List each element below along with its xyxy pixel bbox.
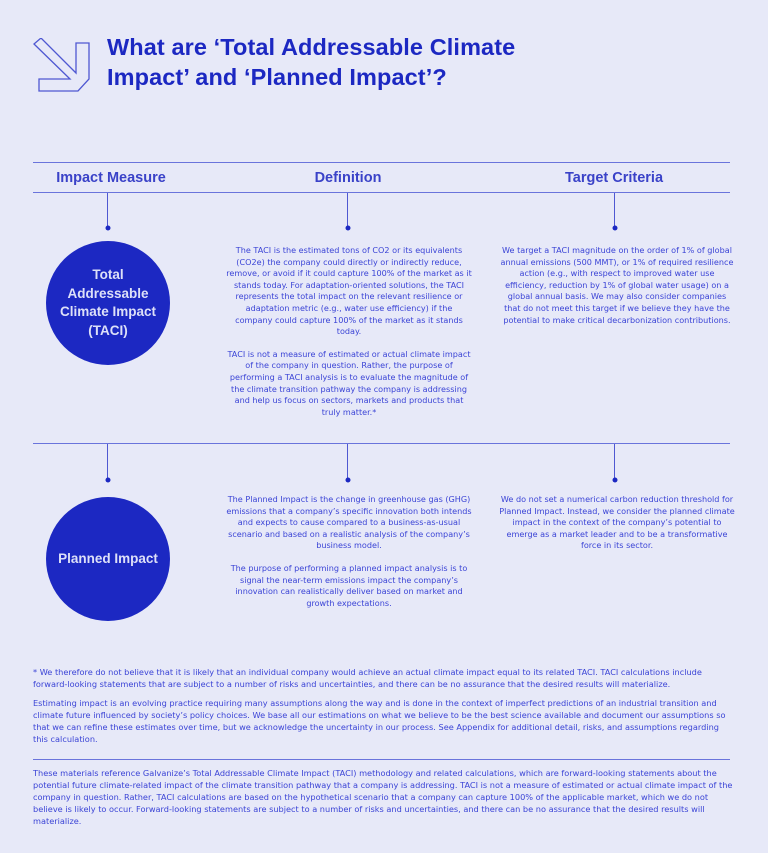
planned-impact-definition <box>226 494 472 620</box>
disclaimer <box>33 768 733 828</box>
row2-connector-dot <box>613 478 618 483</box>
disclaimer-text: These materials reference Galvanize’s Total Addressable Climate Impact (TACI) methodology and related calculations, which are forward-looking statements about the potential future climate-related impact of the climate transition pathway that a company is addressing. TACI is not a measure of estimated or actual climate impact of the company in question. Rather, TACI calculations are based on the hypothetical scenario that a company can capture 100% of the applicable market, which we do not believe is likely to occur. Forward-looking statements are subject to a number of risks and uncertainties, and there can be no assurance that the desired results will materialize. <box>33 768 733 826</box>
column-header-target-criteria: Target Criteria <box>564 170 664 186</box>
taci-measure-label: Total Addressable Climate Impact (TACI) <box>59 267 157 338</box>
taci-definition <box>226 245 472 429</box>
asterisk-footnote-text: * We therefore do not believe that it is likely that an individual company would achieve an actual climate impact equal to its related TACI. TACI calculations include forward-looking statements that are subject to a number of risks and uncertainties, and there can be no assurance that the desired results will materialize. <box>33 667 702 689</box>
arrow-down-right-icon <box>30 38 94 96</box>
planned-impact-definition-paragraph-2: The purpose of performing a planned impact analysis is to signal the near-term emissions impact the company’s innovation can realistically deliver based on market and growth expectations. <box>230 562 468 608</box>
row2-connector-definition <box>347 444 348 480</box>
taci-definition-paragraph-1: The TACI is the estimated tons of CO2 or its equivalents (CO2e) the company could directly or indirectly reduce, remove, or avoid if it could capture 100% of the market as it stands today. For adaptation-oriented solutions, the TACI represents the total impact on the relevant resilience or adaptation metric (e.g., water use efficiency) if the company could capture 100% of the market as it stands today. <box>226 245 472 337</box>
row1-connector-target <box>614 193 615 228</box>
row1-connector-definition <box>347 193 348 228</box>
taci-definition-paragraph-2: TACI is not a measure of estimated or actual climate impact of the company in question. Rather, the purpose of performing a TACI analysis is to evaluate the magnitude of the climate transition pathway the company is addressing and help us focus on sectors, markets and products that truly matter.* <box>227 348 471 417</box>
estimating-note <box>33 698 733 746</box>
disclaimer-rule <box>33 759 730 760</box>
column-header-definition: Definition <box>314 170 382 186</box>
row2-connector-dot <box>106 478 111 483</box>
table-top-rule <box>33 162 730 163</box>
taci-target-criteria <box>499 245 735 337</box>
row1-connector-dot <box>613 226 618 231</box>
taci-target-text: We target a TACI magnitude on the order of 1% of global annual emissions (500 MMT), or 1% of required resilience action (e.g., with respect to improved water use efficiency, reduction by 1% of global water usage) on a global annual basis. We may also consider companies that do not meet this target if we believe they have the potential to make critical decarbonization contributions. <box>500 245 734 325</box>
row-divider <box>33 443 730 444</box>
row2-connector-dot <box>346 478 351 483</box>
row1-connector-dot <box>346 226 351 231</box>
row1-connector-dot <box>106 226 111 231</box>
page-title: What are ‘Total Addressable Climate Impact’ and ‘Planned Impact’? <box>107 34 516 90</box>
row1-connector-measure <box>107 193 108 228</box>
asterisk-footnote <box>33 667 733 691</box>
row2-connector-target <box>614 444 615 480</box>
taci-measure-badge <box>46 241 170 365</box>
planned-impact-definition-paragraph-1: The Planned Impact is the change in greenhouse gas (GHG) emissions that a company’s specific innovation both intends and expects to cause compared to a business-as-usual scenario and based on a realistic analysis of the company’s business model. <box>226 494 472 551</box>
estimating-note-text: Estimating impact is an evolving practice requiring many assumptions along the way and is done in the context of imperfect predictions of an industrial transition and climate future influenced by society’s policy choices. We base all our estimations on what we believe to be the best science available and document our assumptions so that we can refine these estimates over time, but we acknowledge the uncertainty in our process. See Appendix for additional detail, risks, and assumptions regarding this calculation. <box>33 698 726 744</box>
row2-connector-measure <box>107 444 108 480</box>
planned-impact-measure-label: Planned Impact <box>58 550 158 566</box>
table-header-rule <box>33 192 730 193</box>
planned-impact-target-criteria <box>499 494 735 563</box>
column-header-impact-measure: Impact Measure <box>56 170 166 186</box>
planned-impact-measure-badge <box>46 497 170 621</box>
planned-impact-target-text: We do not set a numerical carbon reduction threshold for Planned Impact. Instead, we consider the planned climate impact in the context of the company’s potential to emerge as a market leader and to be a transformative force in its sector. <box>499 494 735 551</box>
